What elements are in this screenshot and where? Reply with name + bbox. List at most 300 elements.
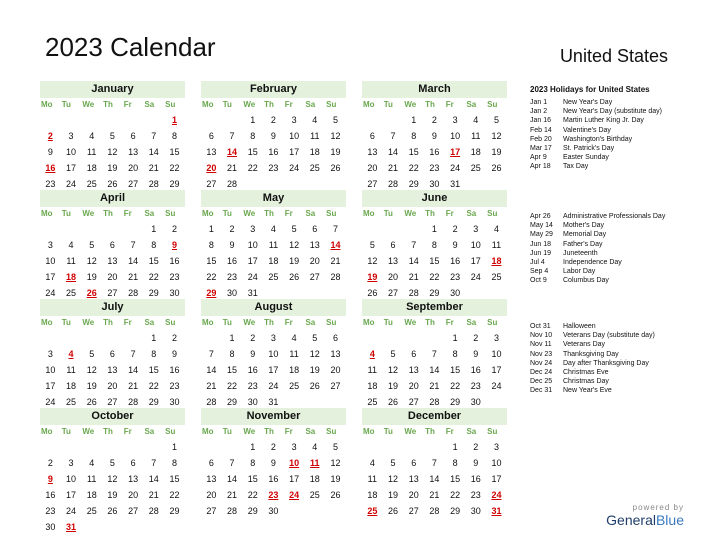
empty-cell — [123, 112, 144, 128]
day-cell: 18 — [367, 381, 378, 391]
holiday-date: Dec 25 — [530, 378, 553, 386]
empty-cell — [403, 330, 424, 346]
month-grid — [40, 425, 185, 535]
day-cell: 5 — [390, 458, 396, 468]
empty-cell — [201, 330, 222, 346]
day-cell: 24 — [268, 381, 279, 391]
day-cell: 16 — [450, 256, 461, 266]
day-cell: 18 — [86, 163, 97, 173]
day-cell: 16 — [470, 365, 481, 375]
empty-cell — [81, 112, 102, 128]
day-cell: 8 — [151, 240, 157, 250]
day-cell: 29 — [450, 506, 461, 516]
day-cell: 2 — [270, 442, 276, 452]
weekday-label: Th — [425, 427, 435, 436]
day-cell: 19 — [86, 272, 97, 282]
day-cell: 1 — [452, 333, 458, 343]
day-cell: 7 — [151, 458, 157, 468]
day-cell: 13 — [128, 474, 139, 484]
holiday-day-cell: 9 — [171, 240, 177, 250]
day-cell: 30 — [429, 179, 440, 189]
empty-cell — [143, 112, 164, 128]
day-cell: 28 — [330, 272, 341, 282]
day-cell: 22 — [148, 272, 159, 282]
empty-cell — [383, 439, 404, 455]
weekday-label: Th — [264, 100, 274, 109]
weekday-label: Sa — [305, 318, 316, 327]
month-title: June — [362, 190, 507, 207]
day-cell: 27 — [388, 288, 399, 298]
day-cell: 4 — [312, 115, 318, 125]
day-cell: 3 — [270, 333, 276, 343]
holiday-name: New Year's Eve — [563, 387, 612, 395]
weekday-label: Th — [264, 209, 274, 218]
day-cell: 28 — [148, 179, 159, 189]
country-label: United States — [559, 46, 668, 66]
day-cell: 25 — [86, 179, 97, 189]
day-cell: 23 — [268, 163, 279, 173]
day-cell: 12 — [388, 365, 399, 375]
day-cell: 25 — [66, 397, 77, 407]
day-cell: 6 — [390, 240, 396, 250]
holiday-row — [530, 331, 690, 340]
day-cell: 4 — [291, 333, 297, 343]
empty-cell — [102, 330, 123, 346]
holiday-row — [530, 350, 690, 359]
empty-cell — [40, 439, 61, 455]
day-cell: 17 — [491, 474, 502, 484]
month-june — [362, 190, 507, 301]
day-cell: 23 — [45, 506, 56, 516]
empty-cell — [102, 439, 123, 455]
day-cell: 9 — [473, 458, 479, 468]
holiday-name: Christmas Eve — [563, 368, 609, 376]
month-grid — [201, 98, 346, 192]
empty-cell — [40, 112, 61, 128]
month-january — [40, 81, 185, 208]
day-cell: 20 — [107, 381, 118, 391]
weekday-label: Tu — [222, 427, 232, 436]
day-cell: 16 — [268, 147, 279, 157]
weekday-label: Sa — [466, 427, 477, 436]
day-cell: 30 — [268, 506, 279, 516]
day-cell: 6 — [109, 240, 115, 250]
weekday-label: Fr — [123, 427, 132, 436]
weekday-label: We — [243, 209, 256, 218]
day-cell: 20 — [309, 256, 320, 266]
day-cell: 29 — [450, 397, 461, 407]
day-cell: 5 — [390, 349, 396, 359]
day-cell: 17 — [289, 474, 300, 484]
holiday-date: Nov 11 — [530, 341, 552, 349]
day-cell: 3 — [452, 115, 458, 125]
month-title: December — [362, 408, 507, 425]
weekday-label: Mo — [202, 427, 214, 436]
day-cell: 30 — [247, 397, 258, 407]
day-cell: 25 — [289, 381, 300, 391]
day-cell: 17 — [491, 365, 502, 375]
weekday-label: Fr — [284, 209, 293, 218]
day-cell: 27 — [206, 506, 217, 516]
holiday-date: Apr 26 — [530, 213, 551, 220]
day-cell: 8 — [431, 240, 437, 250]
day-cell: 4 — [312, 442, 318, 452]
day-cell: 28 — [429, 506, 440, 516]
holiday-day-cell: 4 — [369, 349, 375, 359]
day-cell: 10 — [491, 458, 502, 468]
day-cell: 18 — [470, 147, 481, 157]
day-cell: 6 — [312, 224, 318, 234]
holiday-row — [530, 126, 690, 135]
weekday-label: We — [404, 318, 417, 327]
day-cell: 9 — [452, 240, 458, 250]
day-cell: 2 — [171, 224, 177, 234]
holiday-date: Jan 16 — [530, 117, 552, 125]
holiday-date: Nov 23 — [530, 350, 553, 358]
day-cell: 10 — [66, 147, 77, 157]
day-cell: 27 — [128, 179, 139, 189]
day-cell: 30 — [169, 397, 180, 407]
holidays-title: 2023 Holidays for United States — [530, 85, 650, 94]
holiday-name: St. Patrick's Day — [563, 144, 615, 152]
day-cell: 29 — [247, 506, 258, 516]
day-cell: 9 — [431, 131, 437, 141]
day-cell: 13 — [107, 256, 118, 266]
weekday-label: We — [243, 318, 256, 327]
weekday-label: Fr — [445, 100, 454, 109]
day-cell: 14 — [388, 147, 399, 157]
weekday-label: Mo — [202, 318, 214, 327]
day-cell: 16 — [169, 365, 180, 375]
day-cell: 28 — [128, 288, 139, 298]
day-cell: 25 — [309, 163, 320, 173]
holiday-day-cell: 25 — [367, 506, 378, 516]
day-cell: 29 — [408, 179, 419, 189]
day-cell: 16 — [470, 474, 481, 484]
day-cell: 8 — [208, 240, 214, 250]
day-cell: 13 — [107, 365, 118, 375]
holiday-day-cell: 9 — [47, 474, 53, 484]
day-cell: 23 — [169, 272, 180, 282]
day-cell: 4 — [493, 224, 499, 234]
empty-cell — [81, 330, 102, 346]
weekday-label: Sa — [144, 318, 155, 327]
weekday-label: We — [82, 427, 95, 436]
day-cell: 22 — [450, 490, 461, 500]
weekday-label: Su — [326, 318, 337, 327]
day-cell: 14 — [148, 147, 159, 157]
weekday-label: Fr — [445, 318, 454, 327]
day-cell: 25 — [66, 288, 77, 298]
empty-cell — [201, 439, 222, 455]
holiday-day-cell: 14 — [227, 147, 238, 157]
day-cell: 22 — [148, 381, 159, 391]
day-cell: 15 — [169, 147, 180, 157]
day-cell: 24 — [66, 506, 77, 516]
day-cell: 23 — [247, 381, 258, 391]
holiday-list — [530, 212, 690, 286]
empty-cell — [40, 330, 61, 346]
day-cell: 1 — [151, 224, 157, 234]
weekday-label: Th — [103, 100, 113, 109]
day-cell: 28 — [227, 506, 238, 516]
holiday-date: Oct 9 — [530, 277, 547, 285]
day-cell: 1 — [452, 442, 458, 452]
day-cell: 19 — [309, 365, 320, 375]
day-cell: 13 — [330, 349, 341, 359]
holiday-date: Feb 20 — [530, 135, 552, 143]
day-cell: 13 — [388, 256, 399, 266]
month-july — [40, 299, 185, 426]
empty-cell — [61, 439, 82, 455]
weekday-label: Sa — [144, 100, 155, 109]
holiday-list — [530, 322, 690, 396]
month-title: July — [40, 299, 185, 316]
day-cell: 16 — [268, 474, 279, 484]
day-cell: 20 — [367, 163, 378, 173]
day-cell: 21 — [429, 490, 440, 500]
holiday-row — [530, 368, 690, 377]
day-cell: 19 — [491, 147, 502, 157]
month-may — [201, 190, 346, 301]
day-cell: 7 — [411, 240, 417, 250]
weekday-label: Su — [326, 427, 337, 436]
weekday-label: Sa — [305, 100, 316, 109]
weekday-label: We — [404, 209, 417, 218]
holiday-name: Tax Day — [563, 163, 589, 171]
empty-cell — [383, 330, 404, 346]
day-cell: 20 — [330, 365, 341, 375]
day-cell: 8 — [151, 349, 157, 359]
weekday-label: Tu — [61, 427, 71, 436]
day-cell: 30 — [227, 288, 238, 298]
day-cell: 8 — [229, 349, 235, 359]
day-cell: 15 — [148, 365, 159, 375]
empty-cell — [123, 330, 144, 346]
day-cell: 26 — [367, 288, 378, 298]
day-cell: 9 — [47, 147, 53, 157]
holiday-row — [530, 162, 690, 171]
weekday-label: Fr — [284, 427, 293, 436]
day-cell: 27 — [408, 506, 419, 516]
day-cell: 1 — [411, 115, 417, 125]
day-cell: 15 — [450, 365, 461, 375]
holiday-day-cell: 31 — [66, 522, 77, 532]
empty-cell — [40, 221, 61, 237]
holiday-day-cell: 10 — [289, 458, 300, 468]
day-cell: 11 — [491, 240, 502, 250]
weekday-label: Su — [487, 209, 498, 218]
weekday-label: Mo — [41, 100, 53, 109]
day-cell: 4 — [473, 115, 479, 125]
day-cell: 8 — [171, 131, 177, 141]
day-cell: 20 — [388, 272, 399, 282]
weekday-label: Mo — [363, 318, 375, 327]
day-cell: 5 — [89, 240, 95, 250]
holiday-row — [530, 116, 690, 125]
weekday-label: Tu — [383, 427, 393, 436]
day-cell: 12 — [367, 256, 378, 266]
day-cell: 9 — [250, 349, 256, 359]
empty-cell — [424, 439, 445, 455]
empty-cell — [61, 330, 82, 346]
day-cell: 4 — [89, 458, 95, 468]
weekday-label: Mo — [202, 209, 214, 218]
day-cell: 3 — [47, 349, 53, 359]
day-cell: 16 — [227, 256, 238, 266]
month-march — [362, 81, 507, 192]
day-cell: 13 — [128, 147, 139, 157]
day-cell: 26 — [107, 179, 118, 189]
day-cell: 20 — [128, 163, 139, 173]
day-cell: 6 — [130, 131, 136, 141]
empty-cell — [222, 439, 243, 455]
weekday-label: Fr — [123, 100, 132, 109]
month-grid — [362, 207, 507, 301]
day-cell: 7 — [431, 349, 437, 359]
day-cell: 24 — [470, 272, 481, 282]
day-cell: 2 — [431, 115, 437, 125]
day-cell: 28 — [388, 179, 399, 189]
day-cell: 5 — [109, 458, 115, 468]
day-cell: 7 — [390, 131, 396, 141]
holiday-day-cell: 23 — [268, 490, 279, 500]
day-cell: 3 — [291, 115, 297, 125]
day-cell: 24 — [450, 163, 461, 173]
day-cell: 19 — [107, 163, 118, 173]
day-cell: 26 — [330, 163, 341, 173]
weekday-label: Mo — [41, 318, 53, 327]
day-cell: 5 — [332, 442, 338, 452]
day-cell: 15 — [247, 474, 258, 484]
month-december — [362, 408, 507, 519]
day-cell: 11 — [367, 474, 378, 484]
weekday-label: Mo — [363, 427, 375, 436]
day-cell: 6 — [109, 349, 115, 359]
day-cell: 10 — [491, 349, 502, 359]
day-cell: 10 — [66, 474, 77, 484]
day-cell: 11 — [87, 474, 97, 484]
day-cell: 11 — [87, 147, 97, 157]
holiday-row — [530, 258, 690, 267]
day-cell: 22 — [450, 381, 461, 391]
day-cell: 26 — [309, 381, 320, 391]
day-cell: 27 — [309, 272, 320, 282]
day-cell: 27 — [367, 179, 378, 189]
day-cell: 3 — [493, 442, 499, 452]
holiday-day-cell: 4 — [68, 349, 74, 359]
holiday-day-cell: 19 — [367, 272, 378, 282]
weekday-label: Su — [487, 318, 498, 327]
day-cell: 5 — [369, 240, 375, 250]
day-cell: 12 — [107, 474, 118, 484]
day-cell: 8 — [250, 131, 256, 141]
day-cell: 19 — [388, 490, 399, 500]
weekday-label: Th — [264, 427, 274, 436]
day-cell: 21 — [128, 381, 139, 391]
day-cell: 20 — [206, 490, 217, 500]
holiday-day-cell: 11 — [310, 458, 320, 468]
holiday-name: Veterans Day (substitute day) — [563, 332, 655, 340]
day-cell: 15 — [148, 256, 159, 266]
day-cell: 26 — [388, 397, 399, 407]
holiday-date: Dec 31 — [530, 387, 553, 395]
holiday-name: Washington's Birthday — [563, 135, 633, 143]
day-cell: 19 — [289, 256, 300, 266]
day-cell: 8 — [250, 458, 256, 468]
day-cell: 5 — [291, 224, 297, 234]
day-cell: 2 — [229, 224, 235, 234]
day-cell: 23 — [450, 272, 461, 282]
holiday-row — [530, 144, 690, 153]
holiday-name: New Year's Day — [563, 99, 613, 106]
day-cell: 23 — [470, 381, 481, 391]
holiday-date: Oct 31 — [530, 323, 551, 330]
day-cell: 19 — [330, 474, 341, 484]
day-cell: 27 — [107, 288, 118, 298]
day-cell: 14 — [206, 365, 217, 375]
empty-cell — [362, 221, 383, 237]
day-cell: 7 — [332, 224, 338, 234]
holiday-row — [530, 135, 690, 144]
day-cell: 11 — [367, 365, 378, 375]
day-cell: 6 — [332, 333, 338, 343]
day-cell: 25 — [268, 272, 279, 282]
weekday-label: Su — [487, 427, 498, 436]
weekday-label: Fr — [123, 318, 132, 327]
weekday-label: Mo — [363, 209, 375, 218]
month-grid — [201, 207, 346, 301]
holiday-date: Mar 17 — [530, 144, 552, 152]
day-cell: 19 — [388, 381, 399, 391]
day-cell: 19 — [107, 490, 118, 500]
day-cell: 29 — [169, 179, 180, 189]
weekday-label: Sa — [466, 209, 477, 218]
day-cell: 8 — [452, 458, 458, 468]
day-cell: 24 — [45, 288, 56, 298]
holiday-name: Administrative Professionals Day — [563, 213, 666, 220]
empty-cell — [362, 439, 383, 455]
holiday-day-cell: 31 — [491, 506, 502, 516]
day-cell: 26 — [330, 490, 341, 500]
day-cell: 6 — [369, 131, 375, 141]
weekday-label: Su — [326, 209, 337, 218]
day-cell: 3 — [250, 224, 256, 234]
day-cell: 11 — [471, 131, 481, 141]
day-cell: 17 — [45, 381, 56, 391]
month-grid — [201, 316, 346, 410]
day-cell: 9 — [473, 349, 479, 359]
day-cell: 22 — [408, 163, 419, 173]
holiday-date: Jul 4 — [530, 258, 545, 266]
day-cell: 2 — [270, 115, 276, 125]
day-cell: 28 — [128, 397, 139, 407]
brand-name-general: General — [606, 512, 656, 528]
day-cell: 6 — [208, 131, 214, 141]
holiday-row — [530, 230, 690, 239]
day-cell: 6 — [411, 458, 417, 468]
day-cell: 15 — [408, 147, 419, 157]
holiday-name: Valentine's Day — [563, 126, 611, 134]
day-cell: 24 — [289, 163, 300, 173]
month-title: January — [40, 81, 185, 98]
day-cell: 21 — [227, 490, 238, 500]
day-cell: 29 — [227, 397, 238, 407]
holiday-date: Feb 14 — [530, 126, 552, 134]
holiday-name: Martin Luther King Jr. Day — [563, 117, 644, 125]
holiday-name: Day after Thanksgiving Day — [563, 359, 649, 367]
day-cell: 29 — [169, 506, 180, 516]
